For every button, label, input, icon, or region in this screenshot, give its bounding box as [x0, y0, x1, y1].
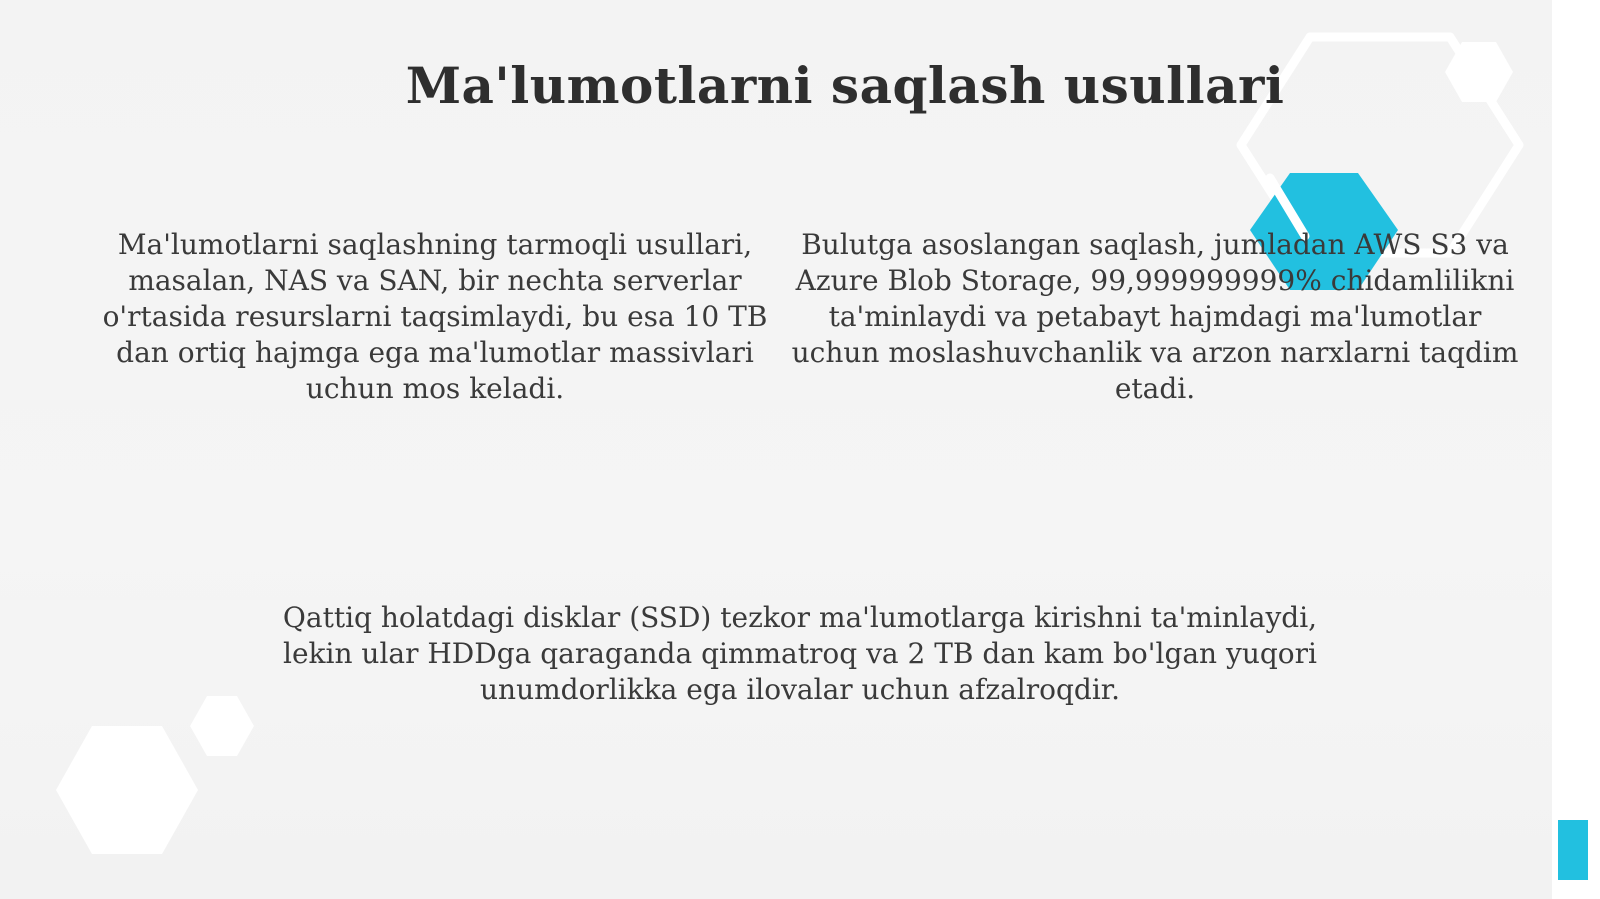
- large-white-hexagon-icon: [56, 726, 198, 854]
- cloud-storage-paragraph: Bulutga asoslangan saqlash, jumladan AWS S3 va Azure Blob Storage, 99,999999999% chidamlilikni ta'minlaydi va petabayt hajmdagi ma'lumotlar uchun moslashuvchanlik va arzon narxlarni taqdim etadi.: [791, 228, 1519, 405]
- slide-title: Ma'lumotlarni saqlash usullari: [405, 56, 1285, 115]
- ssd-storage-paragraph: Qattiq holatdagi disklar (SSD) tezkor ma'lumotlarga kirishni ta'minlaydi, lekin ular HDDga qaraganda qimmatroq va 2 TB dan kam bo'lgan yuqori unumdorlikka ega ilovalar uchun afzalroqdir.: [282, 601, 1318, 706]
- right-margin-strip: [1552, 0, 1600, 899]
- small-white-hexagon-bottom-icon: [190, 696, 254, 756]
- network-storage-paragraph: Ma'lumotlarni saqlashning tarmoqli usullari, masalan, NAS va SAN, bir nechta serverlar o'rtasida resurslarni taqsimlaydi, bu esa 10 TB dan ortiq hajmga ega ma'lumotlar massivlari uchun mos keladi.: [102, 228, 768, 405]
- cyan-accent-tab-icon: [1558, 820, 1588, 880]
